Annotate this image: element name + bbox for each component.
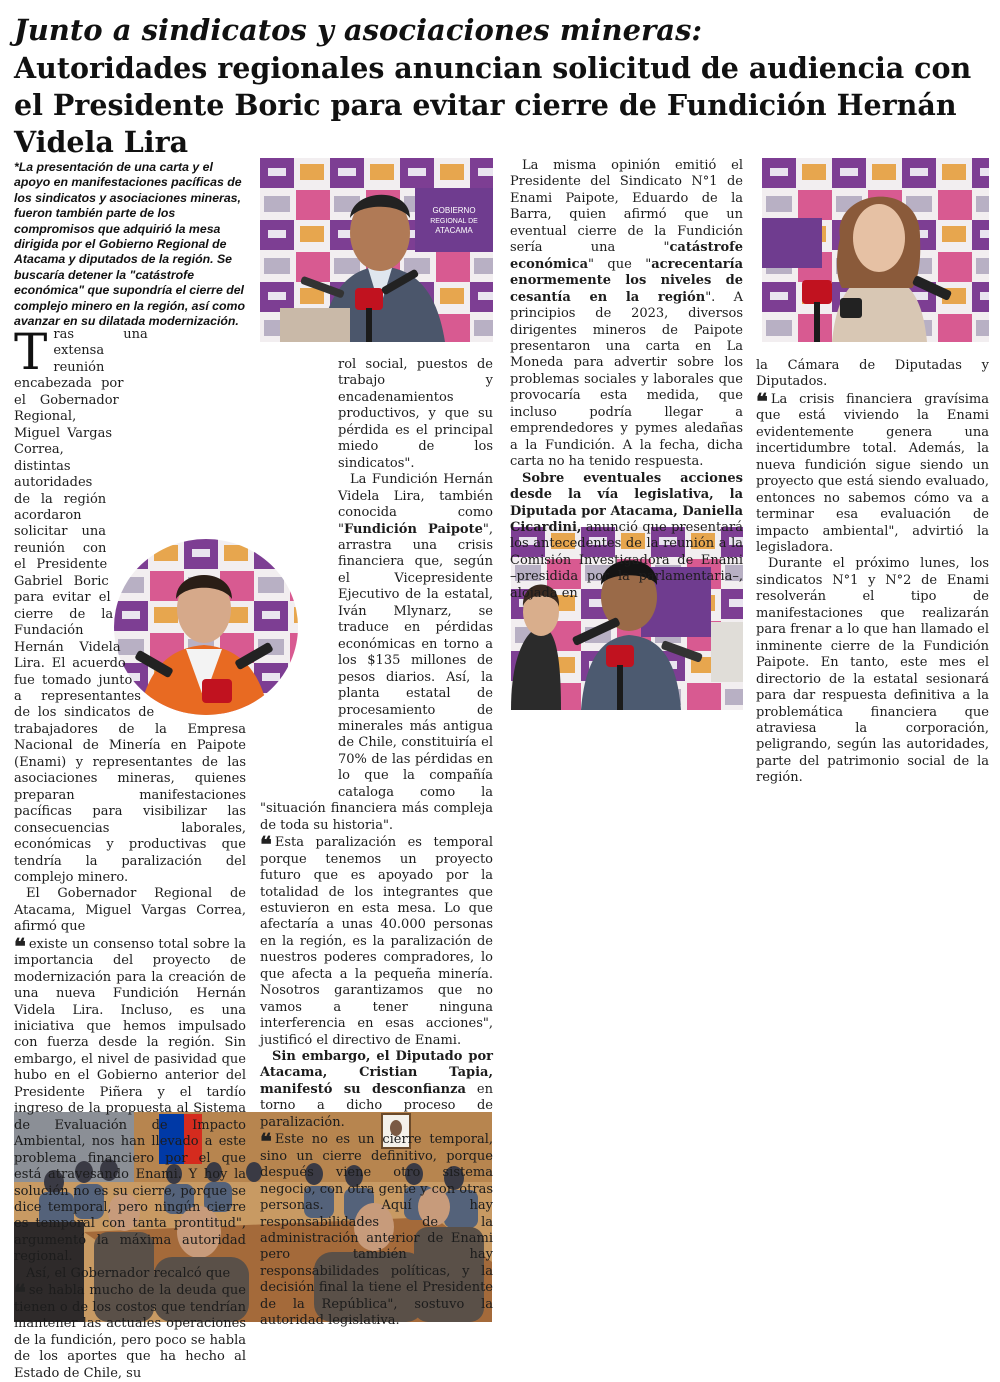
- paragraph-part: ". A principios de 2023, diversos dirigentes mineros de Paipote presentaron una carta en La Moneda para advertir sobre los problemas sociales y laborales que provocaría esta medida, que incluso podría llegar a emprendedores y pymes aledañas a la Fundición. A la fecha, dicha carta no ha tenido respuesta.: [510, 289, 743, 470]
- quote-icon: ❝: [14, 933, 26, 960]
- paragraph-part: ", arrastra una crisis financiera que, según el Vicepresidente Ejecutivo de la estatal, Iván Mlynarz, se traduce en pérdidas económicas en torno a los $135 millones de pesos diarios. Así, la planta estatal de procesamiento de minerales más antigua de Chile, constituiría el 70% de las pérdidas en lo que la compañía cataloga como la "situación financiera más compleja de toda su historia".: [260, 521, 493, 833]
- quote-icon: ❝: [756, 388, 768, 415]
- paragraph: El Gobernador Regional de Atacama, Miguel Vargas Correa, afirmó que: [14, 886, 246, 935]
- paragraph: existe un consenso total sobre la importancia del proyecto de modernización para la creación de una nueva Fundición Hernán Videla Lira. Incluso, es una iniciativa que hemos impulsado con fuerza desde la región. Sin embargo, el nivel de pasividad que hubo en el Gobierno anterior del Presidente Piñera y el tardío ingreso de la propuesta al Sistema de Evaluación de Impacto Ambiental, nos han llevado a este problema financiero por el que está atravesando Enami. Y hoy la solución no es su cierre, porque se dice temporal, pero ningún cierre es temporal con tanta prontitud", argumentó la máxima autoridad regional.: [14, 936, 246, 1265]
- quote-icon: ❝: [14, 1280, 26, 1307]
- text-column-4: [756, 358, 989, 787]
- article-headline: Autoridades regionales anuncian solicitud de audiencia con el Presidente Boric para evitar cierre de Fundición Hernán Videla Lira: [14, 51, 972, 159]
- article-kicker: Junto a sindicatos y asociaciones mineras:: [14, 13, 703, 47]
- paragraph-part: en torno a dicho proceso de paralización.: [260, 1081, 494, 1130]
- text-column-3: [510, 158, 743, 602]
- paragraph: ras una extensa reunión encabezada por el Gobernador Regional, Miguel Vargas Correa, distintas autoridades de la región acordaron solicitar una reunión con el Presidente Gabriel Boric para evitar el cierre de la Fundación Hernán Videla Lira. El acuerdo fue tomado junto a representantes de los sindicatos de trabajadores de la Empresa Nacional de Minería en Paipote (Enami) y representantes de las asociaciones mineras, quienes preparan manifestaciones pacíficas para visibilizar las consecuencias laborales, económicas y productivas que tendría la paralización del complejo minero.: [14, 327, 246, 885]
- paragraph-part: La misma opinión emitió el Presidente del Sindicato N°1 de Enami Paipote, Eduardo de la Barra, quien afirmó que un eventual cierre de la Fundición sería una ": [510, 158, 743, 256]
- paragraph: rol social, puestos de trabajo y encadenamientos productivos, y que su pérdida es el principal miedo de los sindicatos".: [338, 357, 493, 471]
- photo-deputy-woman: [762, 158, 989, 342]
- paragraph-part: La Fundición Hernán Videla Lira, también conocida como ": [338, 472, 493, 537]
- paragraph-part: " que ": [588, 256, 652, 272]
- paragraph-bold: Fundición Paipote: [343, 521, 483, 537]
- paragraph: se habla mucho de la deuda que tienen o de los costos que tendrían mantener las actuales operaciones de la fundición, pero poco se habla de los aportes que ha hecho al Estado de Chile, su: [14, 1283, 246, 1381]
- backdrop-sign-text: ATACAMA: [435, 226, 473, 235]
- paragraph-part: anunció que presentará los antecedentes de la reunión a la Comisión Investigadora de Enami –presidida por la parlamentaria–, alojada en: [510, 519, 743, 601]
- paragraph-bold: acrecentaría enormemente los niveles de cesantía en la región: [510, 256, 743, 305]
- text-column-1: [14, 323, 246, 1382]
- column-wrap-space: [260, 525, 332, 793]
- article-lead: *La presentación de una carta y el apoyo en manifestaciones pacíficas de los sindicatos y asociaciones mineras, fueron también parte de los compromisos que adquirió la mesa dirigida por el Gobierno Regional de Atacama y diputados de la región. Se buscaría detener la "catástrofe económica" que supondría el cierre del complejo minero en la región, así como avanzar en su dilatada modernización.: [14, 160, 245, 329]
- backdrop-sign-text: GOBIERNO: [432, 206, 476, 215]
- paragraph: la Cámara de Diputadas y Diputados.: [756, 358, 989, 390]
- paragraph: Esta paralización es temporal porque tenemos un proyecto futuro que es apoyado por la totalidad de los integrantes que estuvieron en esta mesa. Lo que afectaría a unas 40.000 personas en la región, es la paralización de nuestros poderes compradores, lo que afecta a la pequeña minería. Nosotros garantizamos que no vamos a tener ninguna interferencia en esas acciones", justificó el directivo de Enami.: [260, 835, 493, 1048]
- paragraph-bold: Sin embargo, el Diputado por Atacama, Cristian Tapia, manifestó su desconfianza: [260, 1049, 493, 1097]
- paragraph: Así, el Gobernador recalcó que: [26, 1265, 231, 1281]
- paragraph: Este no es un cierre temporal, sino un cierre definitivo, porque después viene otro sistema negocio, con otra gente y con otras personas. Aquí hay responsabilidades de la administración anterior de Enami pero también hay responsabilidades políticas, y la decisión final la tiene el Presidente de la República", sostuvo la autoridad legislativa.: [260, 1132, 493, 1329]
- paragraph-bold: Sobre eventuales acciones desde la vía legislativa, la Diputada por Atacama, Daniella Cicardini,: [510, 470, 743, 535]
- quote-icon: ❝: [260, 832, 272, 859]
- drop-cap: T: [14, 323, 48, 381]
- quote-icon: ❝: [260, 1129, 272, 1156]
- paragraph-bold: catástrofe económica: [510, 240, 743, 272]
- paragraph: Durante el próximo lunes, los sindicatos N°1 y N°2 de Enami resolverán el tipo de manifestaciones que realizarán para frenar a lo que han llamado el inminente cierre de la Fundición Paipote. En tanto, este mes el directorio de la estatal sesionará para dar respuesta definitiva a la problemática financiera que atraviesa la corporación, peligrando, según las autoridades, parte del patrimonio social de la región.: [756, 556, 989, 786]
- backdrop-sign-text: REGIONAL DE: [430, 218, 478, 225]
- photo-speaker-man: [260, 158, 493, 342]
- text-column-2: [260, 357, 493, 1330]
- paragraph: La crisis financiera gravísima que está viviendo la Enami evidentemente genera una incertidumbre total. Además, la nueva fundición sigue siendo un proyecto que está siendo evaluado, entonces no sabemos cómo va a terminar esa evaluación de impacto ambiental", advirtió la legisladora.: [756, 391, 989, 555]
